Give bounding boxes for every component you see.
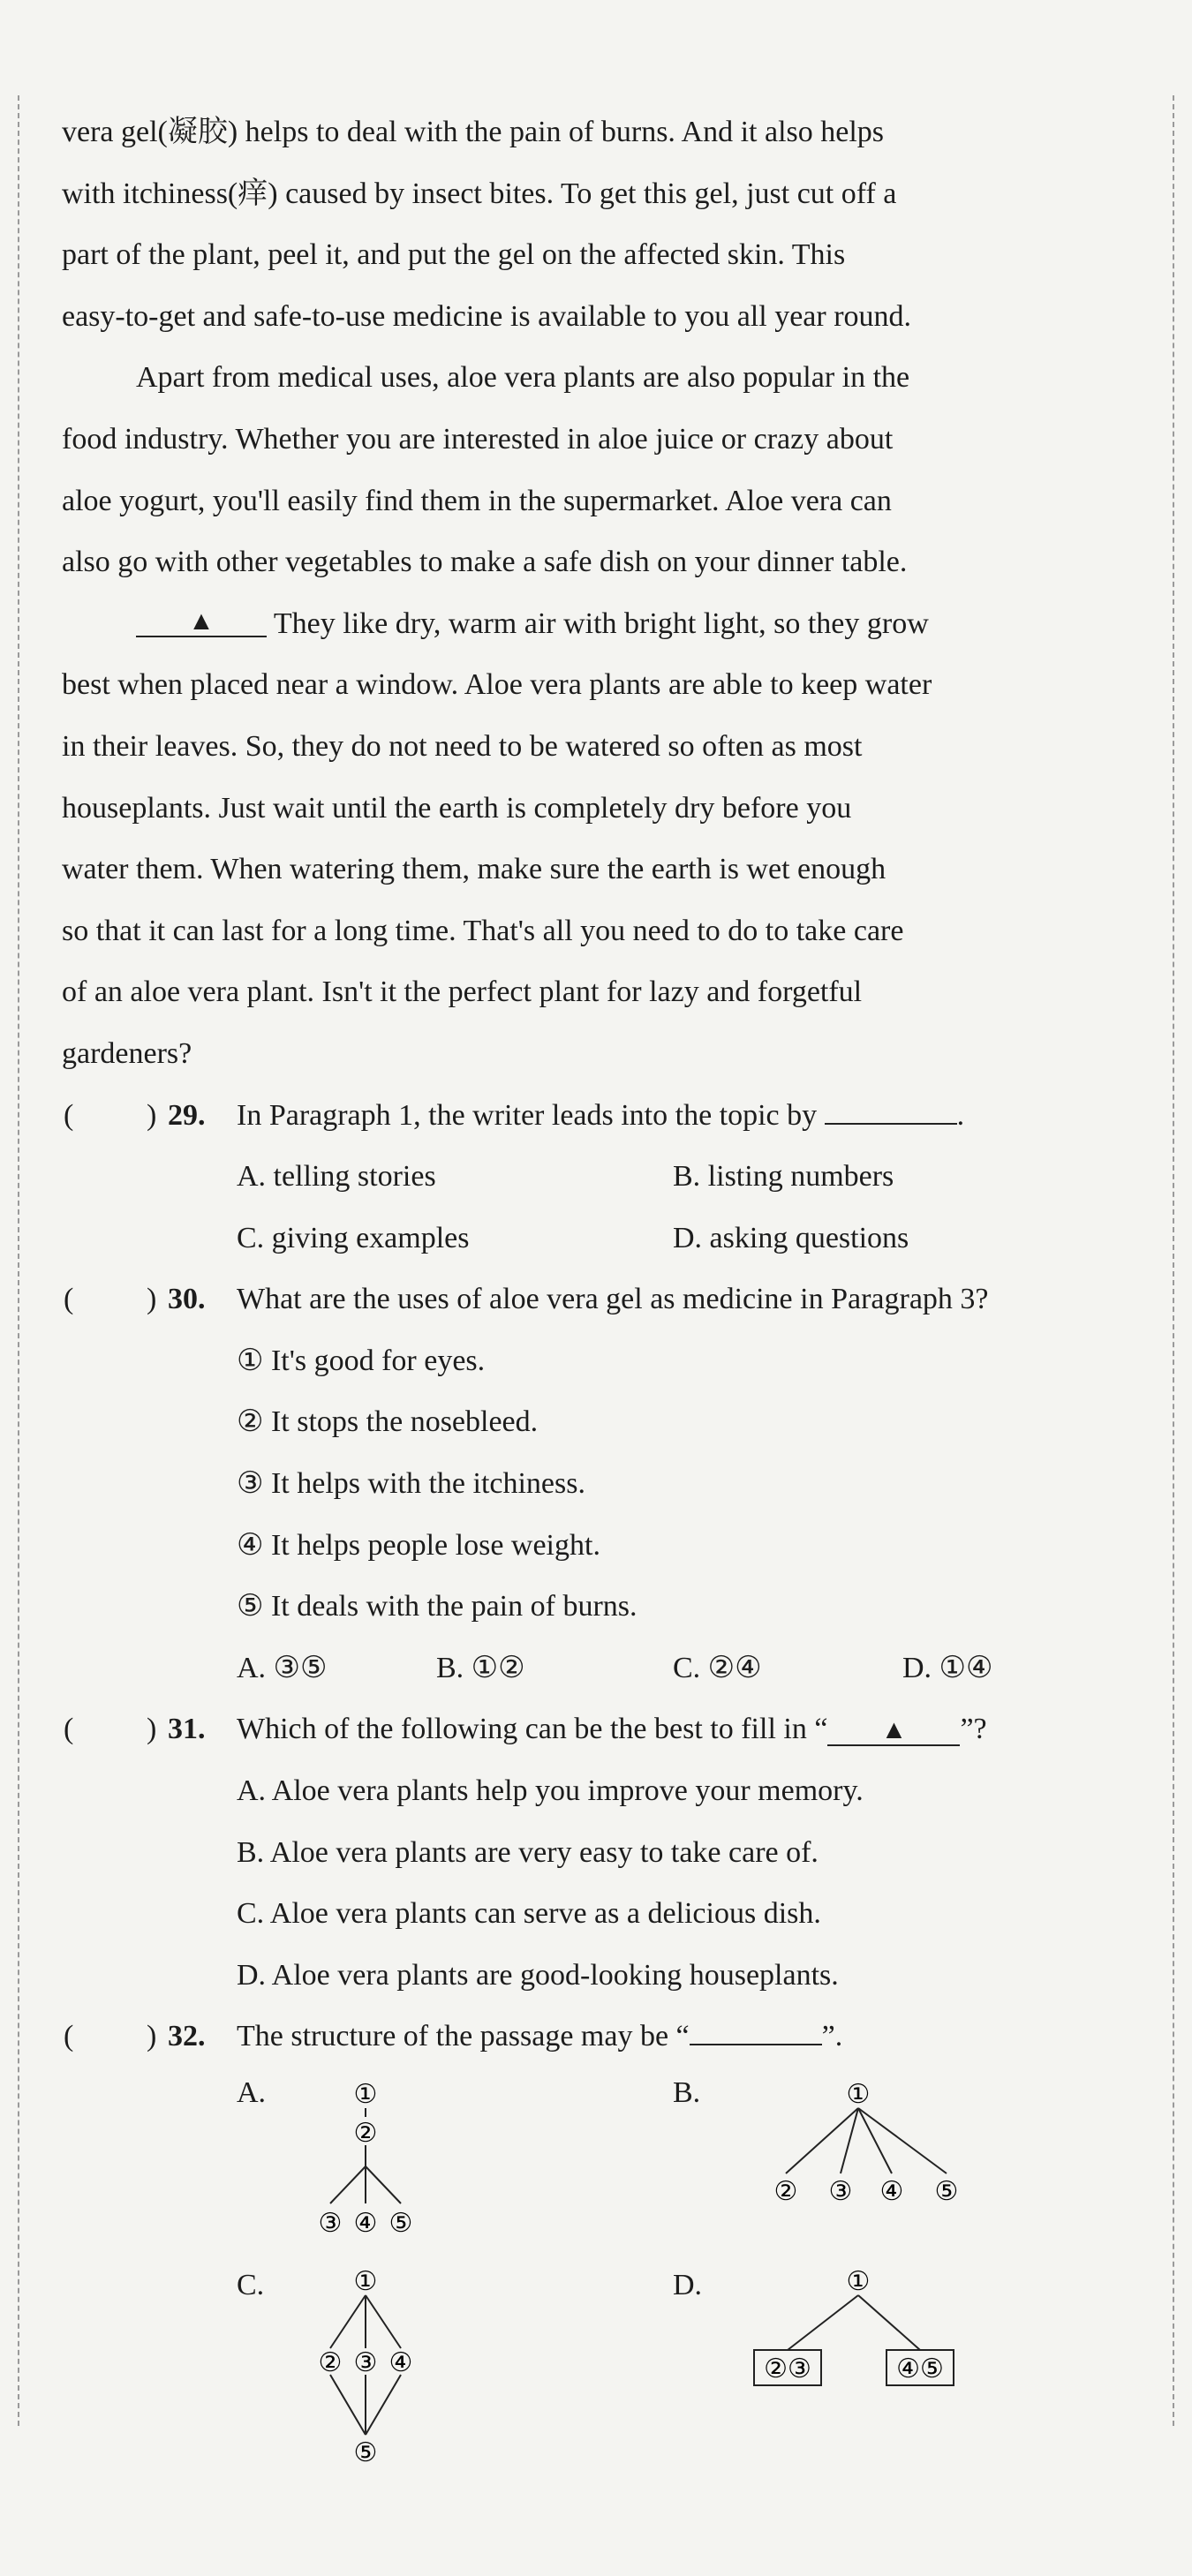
node-4: ④	[389, 2347, 413, 2378]
node-box-4-5: ④⑤	[896, 2354, 944, 2384]
node-box-2-3: ②③	[764, 2354, 811, 2384]
text-line: water them. When watering them, make sure the earth is wet enough	[62, 853, 886, 886]
margin-dashed-line-right	[1173, 95, 1174, 2426]
paragraph-medical-uses-end	[62, 102, 1130, 347]
answer-paren-open: (	[64, 2020, 74, 2053]
node-1: ①	[846, 2266, 871, 2297]
statement-item: ② It stops the nosebleed.	[237, 1405, 539, 1439]
option-b[interactable]: B. ①②	[436, 1651, 525, 1684]
question-number: 30.	[168, 1283, 206, 1316]
option-a[interactable]: A. Aloe vera plants help you improve your memory.	[237, 1774, 864, 1808]
answer-blank[interactable]	[825, 1098, 957, 1125]
diagram-d[interactable]	[715, 2255, 980, 2449]
question-number: 29.	[168, 1098, 206, 1132]
answer-paren-open: (	[64, 1713, 74, 1746]
statement-item: ③ It helps with the itchiness.	[237, 1467, 585, 1501]
answer-blank	[827, 1715, 960, 1746]
diagram-c[interactable]	[283, 2255, 486, 2502]
node-5: ⑤	[934, 2176, 959, 2207]
answer-blank[interactable]	[136, 606, 267, 637]
text-line: Apart from medical uses, aloe vera plants are also popular in the	[136, 361, 910, 395]
option-c[interactable]: C. giving examples	[237, 1221, 470, 1254]
node-2: ②	[353, 2118, 378, 2149]
option-b[interactable]: B. Aloe vera plants are very easy to take care of.	[237, 1835, 819, 1869]
question-stem: What are the uses of aloe vera gel as medicine in Paragraph 3?	[237, 1283, 989, 1316]
question-stem	[237, 1699, 987, 1760]
answer-paren-close: )	[147, 1283, 157, 1316]
text-fragment: They like dry, warm air with bright light, so they grow	[267, 606, 929, 640]
question-29	[62, 1085, 1130, 1269]
statement-item: ④ It helps people lose weight.	[237, 1528, 600, 1562]
option-b[interactable]: B. listing numbers	[673, 1160, 894, 1194]
question-30	[62, 1269, 1130, 1699]
triangle-icon: ▲	[188, 606, 215, 636]
text-line: gardeners?	[62, 1036, 192, 1070]
node-3: ③	[353, 2347, 378, 2378]
answer-paren-close: )	[147, 1713, 157, 1746]
option-a[interactable]: A. telling stories	[237, 1160, 436, 1194]
node-4: ④	[879, 2176, 904, 2207]
option-d[interactable]: D. Aloe vera plants are good-looking houseplants.	[237, 1958, 839, 1992]
option-d[interactable]: D. ①④	[902, 1651, 993, 1684]
option-c[interactable]: C. ②④	[673, 1651, 762, 1684]
text-line: easy-to-get and safe-to-use medicine is available to you all year round.	[62, 299, 912, 333]
text-line: so that it can last for a long time. That's all you need to do to take care	[62, 914, 904, 947]
diagram-b[interactable]	[715, 2068, 980, 2244]
question-32	[62, 2006, 1130, 2527]
node-1: ①	[353, 2079, 378, 2110]
text-line: part of the plant, peel it, and put the gel on the affected skin. This	[62, 238, 846, 272]
option-a[interactable]: A. ③⑤	[237, 1651, 328, 1684]
question-31	[62, 1699, 1130, 2006]
statement-item: ① It's good for eyes.	[237, 1344, 486, 1377]
text-line: of an aloe vera plant. Isn't it the perfect plant for lazy and forgetful	[62, 975, 863, 1009]
text-line: food industry. Whether you are interested in aloe juice or crazy about	[62, 422, 894, 456]
text-line	[62, 593, 1130, 655]
diagram-a[interactable]	[283, 2068, 486, 2244]
text-line: houseplants. Just wait until the earth is completely dry before you	[62, 791, 852, 825]
text-line: aloe yogurt, you'll easily find them in the supermarket. Aloe vera can	[62, 484, 892, 517]
text-line: vera gel(凝胶) helps to deal with the pain of burns. And it also helps	[62, 116, 885, 148]
option-a-label[interactable]: A.	[237, 2076, 267, 2109]
question-stem-text: In Paragraph 1, the writer leads into the topic by	[237, 1098, 818, 1132]
text-line: with itchiness(痒) caused by insect bites. To get this gel, just cut off a	[62, 177, 897, 210]
option-d-label[interactable]: D.	[673, 2269, 703, 2301]
question-stem-end: .	[956, 1098, 965, 1132]
question-stem-text: The structure of the passage may be “	[237, 2020, 690, 2053]
question-number: 31.	[168, 1713, 206, 1746]
paragraph-food-uses	[62, 347, 1130, 592]
node-1: ①	[353, 2266, 378, 2297]
question-stem	[237, 2006, 842, 2068]
text-line: in their leaves. So, they do not need to be watered so often as most	[62, 729, 863, 763]
node-2: ②	[773, 2176, 798, 2207]
node-3: ③	[318, 2208, 343, 2239]
option-d[interactable]: D. asking questions	[673, 1221, 909, 1254]
text-line: also go with other vegetables to make a safe dish on your dinner table.	[62, 546, 908, 579]
question-stem-text: Which of the following can be the best to fill in “	[237, 1713, 828, 1746]
question-number: 32.	[168, 2020, 206, 2053]
question-stem	[237, 1085, 964, 1147]
answer-blank[interactable]	[690, 2019, 822, 2045]
page-content	[62, 102, 1130, 2527]
answer-paren-close: )	[147, 1098, 157, 1132]
answer-paren-open: (	[64, 1098, 74, 1132]
option-b-label[interactable]: B.	[673, 2076, 701, 2109]
node-4: ④	[353, 2208, 378, 2239]
option-c[interactable]: C. Aloe vera plants can serve as a delicious dish.	[237, 1897, 821, 1931]
answer-paren-close: )	[147, 2020, 157, 2053]
node-5: ⑤	[389, 2208, 413, 2239]
text-line: best when placed near a window. Aloe vera plants are able to keep water	[62, 668, 932, 702]
node-2: ②	[318, 2347, 343, 2378]
answer-paren-open: (	[64, 1283, 74, 1316]
structure-diagrams	[62, 2068, 1130, 2527]
paragraph-plant-care	[62, 593, 1130, 1085]
margin-dashed-line-left	[18, 95, 19, 2426]
statement-item: ⑤ It deals with the pain of burns.	[237, 1590, 637, 1623]
question-stem-end: ”?	[960, 1713, 987, 1746]
node-1: ①	[846, 2079, 871, 2110]
option-c-label[interactable]: C.	[237, 2269, 265, 2301]
node-3: ③	[828, 2176, 853, 2207]
question-stem-end: ”.	[821, 2020, 843, 2053]
node-5: ⑤	[353, 2437, 378, 2468]
triangle-icon: ▲	[880, 1715, 908, 1745]
